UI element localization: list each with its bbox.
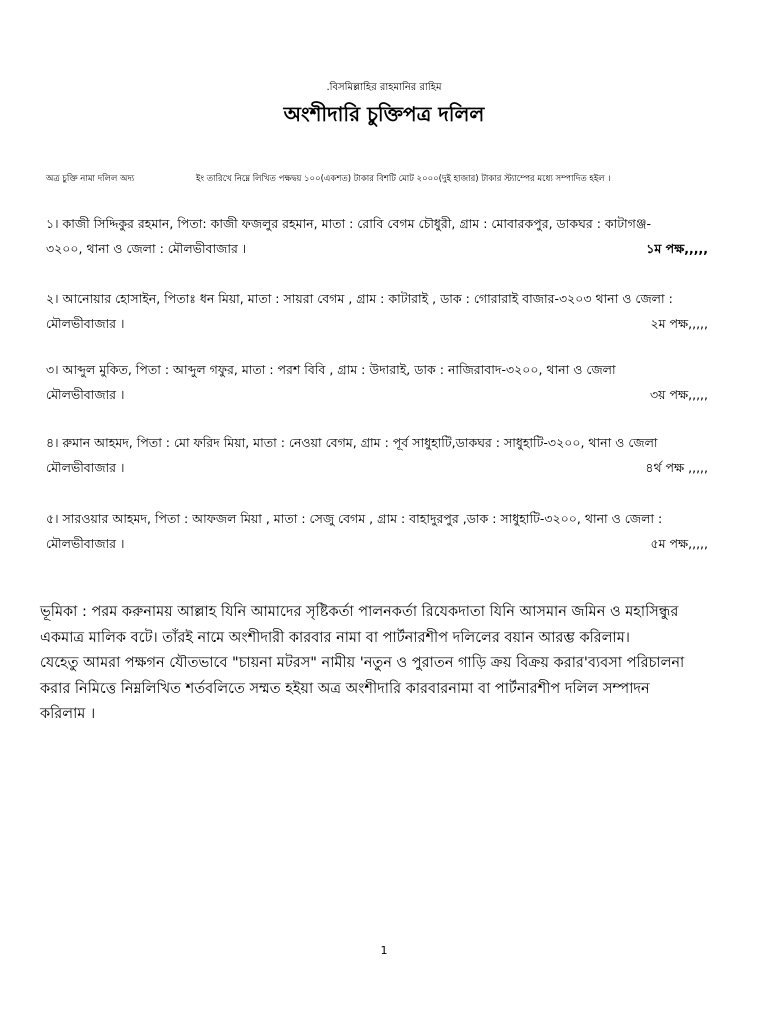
- intro-line: ভূমিকা : পরম করুনাময় আল্লাহ যিনি আমাদের সৃষ্টিকর্তা পালনকর্তা রিযেকদাতা যিনি আসমান জমিন ও মহাসিন্ধুর: [40, 604, 679, 620]
- party-details: ১। কাজী সিদ্দিকুর রহমান, পিতা: কাজী ফজলুর রহমান, মাতা : রোবি বেগম চৌধুরী, গ্রাম : মোবারকপুর, ডাকঘর : কাটাগঞ্জ-: [46, 216, 652, 231]
- bismillah-heading: .বিসমিল্লাহির রাহমানির রাহিম: [326, 82, 442, 93]
- party-details-cont: মৌলভীবাজার ।: [46, 316, 125, 331]
- party-details-cont: মৌলভীবাজার ।: [46, 460, 125, 475]
- party-details-cont: মৌলভীবাজার ।: [46, 536, 125, 551]
- party-role: ৪র্থ পক্ষ ,,,,,: [645, 460, 708, 475]
- introduction-paragraph: [40, 600, 740, 728]
- intro-line: যেহেতু আমরা পক্ষগন যৌতভাবে "চায়না মটরস" নামীয় 'নতুন ও পুরাতন গাড়ি ক্রয় বিক্রয় করার'ব্যবসা পরিচালনা: [40, 655, 685, 671]
- party-role: ৫ম পক্ষ,,,,,: [650, 536, 708, 551]
- page-number: 1: [380, 944, 388, 957]
- party-4: [46, 430, 726, 480]
- party-3: [46, 357, 726, 407]
- intro-line: করার নিমিত্তে নিম্নলিখিত শর্তবলিতে সম্মত হইয়া অত্র অংশীদারি কারবারনামা বা পার্টনারশীপ দলিল সম্পাদন: [40, 680, 650, 697]
- intro-line: করিলাম ।: [40, 706, 96, 722]
- party-5: [46, 506, 726, 556]
- preamble-right: ইং তারিখে নিম্নে লিখিত পক্ষদ্বয় ১০০(একশত) টাকার বিশটি মোট ২০০০(দুই হাজার) টাকার স্ট্যাম্পের মধ্যে সম্পাদিত হইল ।: [196, 174, 611, 184]
- party-details: ৪। রুমান আহমদ, পিতা : মো ফরিদ মিয়া, মাতা : নেওয়া বেগম, গ্রাম : পূর্ব সাধুহাটি,ডাকঘর : সাধুহাটি-৩২০০, থানা ও জেলা: [46, 435, 658, 450]
- party-details: ২। আনোয়ার হোসাইন, পিতাঃ ধন মিয়া, মাতা : সায়রা বেগম , গ্রাম : কাটারাই , ডাক : গোরারাই বাজার-৩২০৩ থানা ও জেলা :: [46, 291, 673, 306]
- party-details-cont: মৌলভীবাজার ।: [46, 387, 125, 402]
- party-role: ১ম পক্ষ,,,,,: [646, 241, 708, 256]
- party-details: ৫। সারওয়ার আহমদ, পিতা : আফজল মিয়া , মাতা : সেজু বেগম , গ্রাম : বাহাদুরপুর ,ডাক : সাধুহাটি-৩২০০, থানা ও জেলা :: [46, 511, 663, 526]
- intro-line: একমাত্র মালিক বটে। তাঁরই নামে অংশীদারী কারবার নামা বা পার্টনারশীপ দলিলের বয়ান আরম্ভ করিলাম।: [40, 629, 630, 646]
- party-role: ৩য় পক্ষ,,,,,: [650, 387, 708, 402]
- party-details-cont: ৩২০০, থানা ও জেলা : মৌলভীবাজার ।: [46, 241, 247, 256]
- party-role: ২ম পক্ষ,,,,,: [650, 316, 708, 331]
- party-1: [46, 211, 726, 261]
- party-details: ৩। আব্দুল মুকিত, পিতা : আব্দুল গফুর, মাতা : পরশ বিবি , গ্রাম : উদারাই, ডাক : নাজিরাবাদ-৩২০০, থানা ও জেলা: [46, 362, 616, 377]
- party-2: [46, 286, 726, 336]
- preamble-left: অত্র চুক্তি নামা দলিল অদ্য: [46, 174, 135, 184]
- document-title: অংশীদারি চুক্তিপত্র দলিল: [283, 102, 485, 126]
